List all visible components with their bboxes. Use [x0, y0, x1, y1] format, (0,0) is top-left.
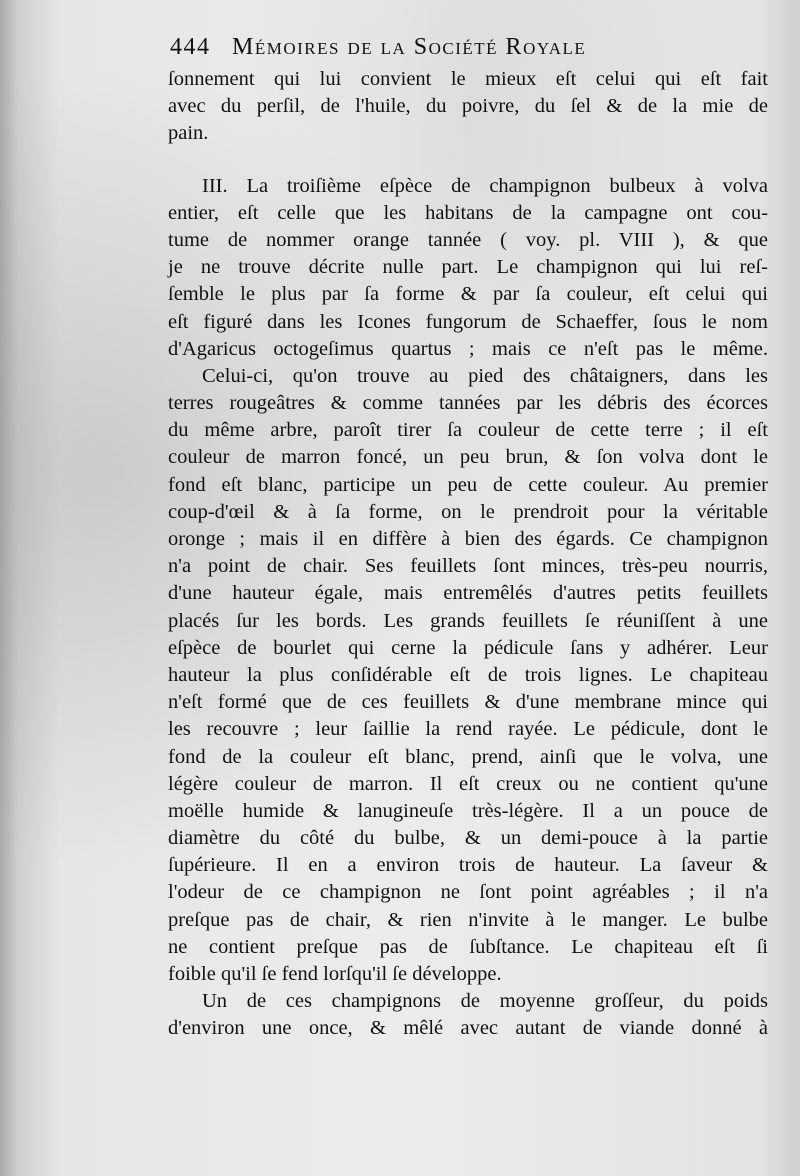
text-line: d'environ une once, & mêlé avec autant de viande donné à [168, 1017, 768, 1040]
text-line: Un de ces champignons de moyenne groſſeur, du poids [202, 990, 768, 1013]
body-text [168, 66, 768, 1043]
running-header [170, 34, 730, 61]
text-line: je ne trouve décrite nulle part. Le champignon qui lui reſ- [168, 256, 768, 279]
text-line: ſonnement qui lui convient le mieux eſt celui qui eſt fait [168, 68, 768, 90]
text-line: n'eſt formé que de ces feuillets & d'une membrane mince qui [168, 691, 768, 714]
text-line: placés ſur les bords. Les grands feuillets ſe réuniſſent à une [168, 609, 768, 632]
text-line: d'une hauteur égale, mais entremêlés d'autres petits feuillets [168, 582, 768, 605]
text-line: Celui-ci, qu'on trouve au pied des châtaigners, dans les [202, 364, 768, 387]
text-line: fond de la couleur eſt blanc, prend, ainſi que le volva, une [168, 745, 768, 768]
text-line: preſque pas de chair, & rien n'invite à le manger. Le bulbe [168, 908, 768, 931]
text-line: oronge ; mais il en diffère à bien des égards. Ce champignon [168, 528, 768, 550]
text-line: du même arbre, paroît tirer ſa couleur de cette terre ; il eſt [168, 419, 768, 442]
text-line: ne contient preſque pas de ſubſtance. Le chapiteau eſt ſi [168, 935, 768, 958]
text-line: eſt figuré dans les Icones fungorum de Schaeffer, ſous le nom [168, 310, 768, 333]
text-line: d'Agaricus octogeſimus quartus ; mais ce n'eſt pas le même. [168, 337, 768, 360]
text-line: III. La troiſième eſpèce de champignon bulbeux à volva [202, 174, 768, 197]
text-line: moëlle humide & lanugineuſe très-légère. Il a un pouce de [168, 799, 768, 822]
text-line: avec du perſil, de l'huile, du poivre, du ſel & de la mie de [168, 95, 768, 118]
text-line: légère couleur de marron. Il eſt creux ou ne contient qu'une [168, 772, 768, 795]
text-line: eſpèce de bourlet qui cerne la pédicule ſans y adhérer. Leur [168, 636, 768, 659]
text-line: couleur de marron foncé, un peu brun, & ſon volva dont le [168, 446, 768, 469]
text-line: n'a point de chair. Ses feuillets ſont minces, très-peu nourris, [168, 555, 768, 578]
text-line: pain. [168, 122, 209, 145]
text-line: terres rougeâtres & comme tannées par les débris des écorces [168, 392, 768, 415]
text-line: les recouvre ; leur ſaillie la rend rayée. Le pédicule, dont le [168, 718, 768, 741]
text-line: ſupérieure. Il en a environ trois de hauteur. La ſaveur & [168, 854, 768, 877]
text-line: entier, eſt celle que les habitans de la campagne ont cou- [168, 201, 768, 224]
text-line: foible qu'il ſe fend lorſqu'il ſe développe. [168, 963, 502, 985]
text-line: fond eſt blanc, participe un peu de cette couleur. Au premier [168, 473, 768, 496]
text-line: ſemble le plus par ſa forme & par ſa couleur, eſt celui qui [168, 283, 768, 306]
page-number: 444 [170, 34, 211, 60]
text-line: hauteur la plus conſidérable eſt de trois lignes. Le chapiteau [168, 663, 768, 686]
text-line: tume de nommer orange tannée ( voy. pl. VIII ), & que [168, 228, 768, 251]
running-title: Mémoires de la Société Royale [232, 34, 587, 60]
text-line: l'odeur de ce champignon ne ſont point agréables ; il n'a [168, 881, 768, 904]
text-line: coup-d'œil & à ſa forme, on le prendroit pour la véritable [168, 500, 768, 523]
text-line: diamètre du côté du bulbe, & un demi-pouce à la partie [168, 827, 768, 850]
